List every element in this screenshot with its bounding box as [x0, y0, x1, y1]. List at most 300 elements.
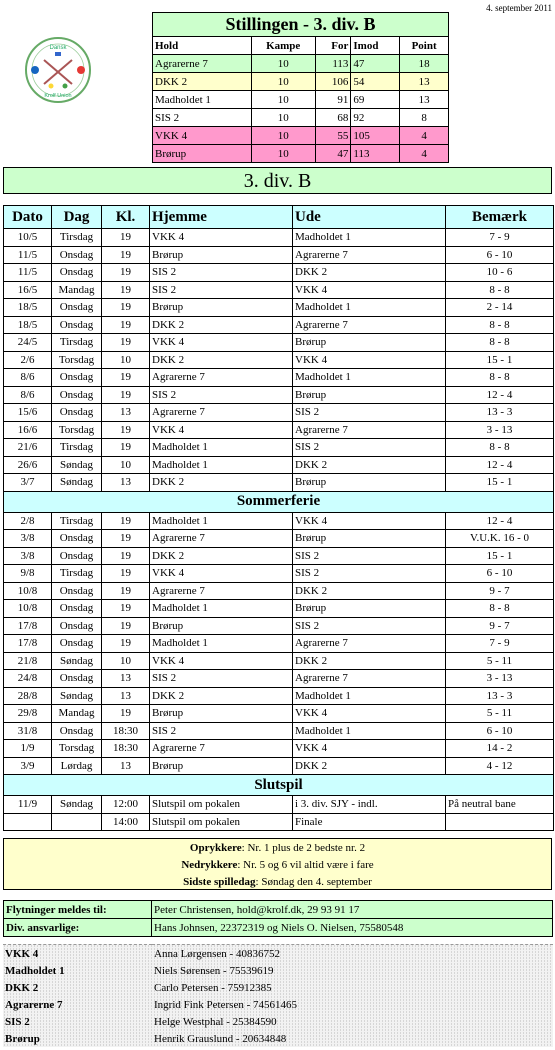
fixture-cell: Madholdet 1 — [293, 369, 446, 387]
fixture-cell: VKK 4 — [150, 334, 293, 352]
fixture-cell: 19 — [102, 334, 150, 352]
fixture-cell: Mandag — [52, 281, 102, 299]
fixture-cell: 7 - 9 — [446, 635, 554, 653]
fixture-cell: 5 - 11 — [446, 652, 554, 670]
fixture-cell: 3/8 — [4, 547, 52, 565]
standings-cell-for: 91 — [315, 91, 351, 109]
standings-cell-against: 113 — [351, 145, 400, 163]
fixture-cell: DKK 2 — [150, 316, 293, 334]
fixture-cell: Onsdag — [52, 264, 102, 282]
fixture-cell: 12 - 4 — [446, 512, 554, 530]
document-date: 4. september 2011 — [486, 3, 552, 13]
fixtures-col-header: Hjemme — [150, 206, 293, 229]
fixtures-col-header: Dato — [4, 206, 52, 229]
fixture-cell: 1/9 — [4, 740, 52, 758]
fixture-row — [4, 474, 554, 492]
standings-cell-against: 105 — [351, 127, 400, 145]
fixture-cell: Søndag — [52, 456, 102, 474]
standings-cell-team: Brørup — [153, 145, 252, 163]
fixture-cell: SIS 2 — [150, 281, 293, 299]
fixture-cell: Agrarerne 7 — [150, 369, 293, 387]
responsible-person: Carlo Petersen - 75912385 — [154, 981, 272, 994]
fixture-cell: 15 - 1 — [446, 351, 554, 369]
fixture-cell: 13 — [102, 404, 150, 422]
standings-cell-games: 10 — [251, 91, 315, 109]
fixture-cell: SIS 2 — [293, 617, 446, 635]
fixture-cell: V.U.K. 16 - 0 — [446, 530, 554, 548]
fixture-cell: Onsdag — [52, 316, 102, 334]
responsible-person: Helge Westphal - 25384590 — [154, 1015, 277, 1028]
fixture-cell: 8/6 — [4, 369, 52, 387]
standings-cell-points: 18 — [400, 55, 449, 73]
playoff-label: Slutspil — [4, 775, 554, 796]
responsible-row — [3, 1013, 553, 1030]
fixture-cell: 18:30 — [102, 740, 150, 758]
standings-cell-points: 4 — [400, 145, 449, 163]
fixture-cell: 19 — [102, 635, 150, 653]
fixture-cell: 13 - 3 — [446, 687, 554, 705]
fixture-row — [4, 582, 554, 600]
fixture-cell: 2/6 — [4, 351, 52, 369]
contact-row — [4, 901, 553, 919]
fixture-cell: 9 - 7 — [446, 582, 554, 600]
fixture-cell: VKK 4 — [293, 512, 446, 530]
fixture-cell: Onsdag — [52, 635, 102, 653]
fixture-cell: Torsdag — [52, 421, 102, 439]
fixture-cell: 21/8 — [4, 652, 52, 670]
fixture-cell: 3 - 13 — [446, 670, 554, 688]
fixtures-col-header: Bemærk — [446, 206, 554, 229]
fixture-cell: Tirsdag — [52, 565, 102, 583]
fixtures-col-header: Dag — [52, 206, 102, 229]
contact-label: Div. ansvarlige: — [4, 919, 152, 937]
standings-row — [153, 91, 449, 109]
fixture-cell: Madholdet 1 — [293, 299, 446, 317]
standings-row — [153, 109, 449, 127]
rules-box — [3, 838, 552, 890]
fixture-cell: 5 - 11 — [446, 705, 554, 723]
fixture-cell: Madholdet 1 — [293, 722, 446, 740]
fixture-cell: 13 — [102, 474, 150, 492]
fixture-cell: DKK 2 — [293, 652, 446, 670]
fixture-cell: Brørup — [150, 757, 293, 775]
fixture-cell: Brørup — [150, 299, 293, 317]
fixture-cell: 8 - 8 — [446, 439, 554, 457]
fixture-cell: 6 - 10 — [446, 565, 554, 583]
fixture-cell: VKK 4 — [293, 740, 446, 758]
fixture-cell: 18/5 — [4, 316, 52, 334]
fixture-cell: Madholdet 1 — [150, 456, 293, 474]
fixture-cell: 19 — [102, 281, 150, 299]
fixture-row — [4, 547, 554, 565]
fixture-cell: DKK 2 — [293, 582, 446, 600]
fixture-cell: 19 — [102, 582, 150, 600]
fixture-cell: Madholdet 1 — [150, 635, 293, 653]
fixture-cell: Onsdag — [52, 600, 102, 618]
standings-cell-games: 10 — [251, 145, 315, 163]
fixture-cell: Onsdag — [52, 404, 102, 422]
fixture-cell: 8 - 8 — [446, 369, 554, 387]
fixture-row — [4, 421, 554, 439]
fixture-cell: 3/9 — [4, 757, 52, 775]
standings-cell-games: 10 — [251, 73, 315, 91]
standings-cell-points: 4 — [400, 127, 449, 145]
rule-text: : Søndag den 4. september — [255, 876, 372, 888]
fixture-cell: SIS 2 — [150, 722, 293, 740]
fixture-cell: Brørup — [293, 530, 446, 548]
fixture-cell: 10 - 6 — [446, 264, 554, 282]
fixture-cell: Onsdag — [52, 299, 102, 317]
fixture-cell: VKK 4 — [293, 281, 446, 299]
fixture-cell: Brørup — [150, 246, 293, 264]
fixture-cell: Agrarerne 7 — [293, 421, 446, 439]
responsible-row — [3, 996, 553, 1013]
fixture-cell: Lørdag — [52, 757, 102, 775]
fixture-cell: Madholdet 1 — [293, 229, 446, 247]
standings-cell-points: 13 — [400, 91, 449, 109]
fixture-row — [4, 334, 554, 352]
standings-cell-for: 47 — [315, 145, 351, 163]
fixture-row — [4, 652, 554, 670]
fixture-cell: 8/6 — [4, 386, 52, 404]
standings-cell-points: 13 — [400, 73, 449, 91]
fixture-cell: 13 — [102, 687, 150, 705]
fixture-cell: 15 - 1 — [446, 547, 554, 565]
fixture-cell: i 3. div. SJY - indl. — [293, 796, 446, 814]
svg-text:Krolf Union: Krolf Union — [44, 93, 72, 99]
standings-cell-team: SIS 2 — [153, 109, 252, 127]
fixture-cell: 8 - 8 — [446, 316, 554, 334]
fixture-cell: Agrarerne 7 — [293, 246, 446, 264]
fixture-row — [4, 404, 554, 422]
fixture-cell: 24/8 — [4, 670, 52, 688]
fixture-cell: 19 — [102, 705, 150, 723]
fixtures-col-header: Ude — [293, 206, 446, 229]
rule-line — [4, 857, 551, 874]
fixture-cell: Onsdag — [52, 722, 102, 740]
fixture-cell: Madholdet 1 — [150, 512, 293, 530]
fixture-cell: Søndag — [52, 687, 102, 705]
fixture-cell: DKK 2 — [150, 687, 293, 705]
fixture-cell: 15/6 — [4, 404, 52, 422]
fixture-cell: 8 - 8 — [446, 600, 554, 618]
fixture-cell: 12 - 4 — [446, 456, 554, 474]
fixture-cell: 13 — [102, 670, 150, 688]
fixture-cell: 3/7 — [4, 474, 52, 492]
rule-line — [4, 840, 551, 857]
fixture-cell: 19 — [102, 530, 150, 548]
standings-cell-for: 106 — [315, 73, 351, 91]
responsible-team: VKK 4 — [5, 947, 39, 960]
standings-cell-against: 54 — [351, 73, 400, 91]
fixture-cell: DKK 2 — [293, 456, 446, 474]
fixture-cell: 3 - 13 — [446, 421, 554, 439]
fixture-cell: SIS 2 — [293, 439, 446, 457]
fixture-row — [4, 687, 554, 705]
fixture-cell: Madholdet 1 — [150, 439, 293, 457]
rule-text: : Nr. 1 plus de 2 bedste nr. 2 — [241, 842, 366, 854]
fixture-row — [4, 530, 554, 548]
fixture-cell: Brørup — [150, 617, 293, 635]
standings-cell-games: 10 — [251, 55, 315, 73]
fixture-cell: 19 — [102, 246, 150, 264]
fixture-cell: 14 - 2 — [446, 740, 554, 758]
standings-cell-points: 8 — [400, 109, 449, 127]
fixture-row — [4, 369, 554, 387]
contact-value: Hans Johnsen, 22372319 og Niels O. Nielsen, 75580548 — [152, 919, 553, 937]
contact-label: Flytninger meldes til: — [4, 901, 152, 919]
fixtures-header-row — [4, 206, 554, 229]
fixture-row — [4, 386, 554, 404]
fixture-cell: 29/8 — [4, 705, 52, 723]
fixture-cell: 19 — [102, 264, 150, 282]
standings-table — [152, 12, 449, 163]
responsible-team: SIS 2 — [5, 1015, 30, 1028]
fixture-cell: Tirsdag — [52, 512, 102, 530]
fixture-cell: 18/5 — [4, 299, 52, 317]
col-header-hold: Hold — [153, 37, 252, 55]
responsible-team: DKK 2 — [5, 981, 39, 994]
fixture-cell: 9/8 — [4, 565, 52, 583]
fixture-cell: 15 - 1 — [446, 474, 554, 492]
fixtures-table — [3, 205, 554, 831]
fixture-cell: Onsdag — [52, 547, 102, 565]
fixture-cell: Søndag — [52, 474, 102, 492]
fixture-cell: 19 — [102, 600, 150, 618]
fixture-cell: 18:30 — [102, 722, 150, 740]
fixture-cell: 19 — [102, 386, 150, 404]
fixture-cell: Onsdag — [52, 386, 102, 404]
fixture-cell: Madholdet 1 — [293, 687, 446, 705]
fixture-cell: 10/8 — [4, 600, 52, 618]
fixture-cell: DKK 2 — [293, 264, 446, 282]
fixture-row — [4, 600, 554, 618]
team-responsibles-table — [3, 944, 553, 1047]
fixture-cell: Agrarerne 7 — [150, 582, 293, 600]
fixture-cell — [446, 813, 554, 831]
standings-cell-for: 113 — [315, 55, 351, 73]
fixture-cell: Onsdag — [52, 617, 102, 635]
fixture-cell: 21/6 — [4, 439, 52, 457]
responsible-person: Henrik Grauslund - 20634848 — [154, 1032, 287, 1045]
fixture-cell: Onsdag — [52, 582, 102, 600]
rule-label: Nedrykkere — [181, 859, 238, 871]
fixture-cell: SIS 2 — [150, 670, 293, 688]
fixture-row — [4, 813, 554, 831]
fixture-cell: Brørup — [293, 600, 446, 618]
responsible-person: Niels Sørensen - 75539619 — [154, 964, 274, 977]
standings-cell-against: 92 — [351, 109, 400, 127]
fixture-cell: VKK 4 — [150, 421, 293, 439]
fixture-cell: Agrarerne 7 — [293, 316, 446, 334]
fixture-row — [4, 722, 554, 740]
fixture-cell: 6 - 10 — [446, 246, 554, 264]
fixture-cell: Agrarerne 7 — [150, 404, 293, 422]
standings-cell-against: 47 — [351, 55, 400, 73]
fixture-cell: 9 - 7 — [446, 617, 554, 635]
fixture-cell: Agrarerne 7 — [293, 635, 446, 653]
fixture-cell — [52, 813, 102, 831]
fixture-cell: 6 - 10 — [446, 722, 554, 740]
fixture-cell: 19 — [102, 512, 150, 530]
fixture-cell: DKK 2 — [293, 757, 446, 775]
fixture-cell — [4, 813, 52, 831]
rule-label: Oprykkere — [189, 842, 242, 854]
fixture-cell: 17/8 — [4, 617, 52, 635]
fixture-row — [4, 757, 554, 775]
fixture-cell: 11/5 — [4, 246, 52, 264]
division-title: 3. div. B — [3, 167, 552, 194]
col-header-kampe: Kampe — [251, 37, 315, 55]
responsible-person: Ingrid Fink Petersen - 74561465 — [154, 998, 297, 1011]
fixture-cell: Slutspil om pokalen — [150, 796, 293, 814]
fixture-cell: 7 - 9 — [446, 229, 554, 247]
col-header-point: Point — [400, 37, 449, 55]
fixture-row — [4, 439, 554, 457]
fixture-cell: 13 - 3 — [446, 404, 554, 422]
fixture-cell: Onsdag — [52, 530, 102, 548]
fixture-cell: Agrarerne 7 — [150, 530, 293, 548]
fixture-cell: 16/5 — [4, 281, 52, 299]
fixture-row — [4, 456, 554, 474]
fixture-row — [4, 740, 554, 758]
fixture-row — [4, 565, 554, 583]
fixture-cell: Onsdag — [52, 369, 102, 387]
fixture-cell: Tirsdag — [52, 229, 102, 247]
contact-value: Peter Christensen, hold@krolf.dk, 29 93 91 17 — [152, 901, 553, 919]
fixture-row — [4, 229, 554, 247]
responsible-team: Madholdet 1 — [5, 964, 65, 977]
fixture-cell: Søndag — [52, 796, 102, 814]
fixture-cell: SIS 2 — [293, 565, 446, 583]
fixture-cell: 8 - 8 — [446, 281, 554, 299]
fixture-row — [4, 705, 554, 723]
fixture-cell: Agrarerne 7 — [293, 670, 446, 688]
fixture-cell: 28/8 — [4, 687, 52, 705]
fixture-cell: 4 - 12 — [446, 757, 554, 775]
fixture-cell: Brørup — [293, 386, 446, 404]
standings-cell-team: DKK 2 — [153, 73, 252, 91]
responsible-row — [3, 945, 553, 963]
fixture-cell: VKK 4 — [293, 705, 446, 723]
fixture-cell: Agrarerne 7 — [150, 740, 293, 758]
summer-break-label: Sommerferie — [4, 491, 554, 512]
fixture-cell: 2/8 — [4, 512, 52, 530]
fixture-row — [4, 316, 554, 334]
fixture-cell: 31/8 — [4, 722, 52, 740]
fixture-cell: 19 — [102, 617, 150, 635]
fixture-cell: SIS 2 — [293, 404, 446, 422]
fixture-cell: Slutspil om pokalen — [150, 813, 293, 831]
fixture-cell: 10/8 — [4, 582, 52, 600]
responsible-row — [3, 979, 553, 996]
fixture-cell: 19 — [102, 369, 150, 387]
standings-cell-for: 68 — [315, 109, 351, 127]
col-header-imod: Imod — [351, 37, 400, 55]
fixture-cell: 13 — [102, 757, 150, 775]
fixture-cell: Finale — [293, 813, 446, 831]
fixture-cell: SIS 2 — [150, 386, 293, 404]
standings-row — [153, 145, 449, 163]
fixture-cell: 10/5 — [4, 229, 52, 247]
standings-cell-team: Agrarerne 7 — [153, 55, 252, 73]
fixture-cell: 3/8 — [4, 530, 52, 548]
standings-row — [153, 127, 449, 145]
rule-text: : Nr. 5 og 6 vil altid være i fare — [237, 859, 374, 871]
fixture-row — [4, 670, 554, 688]
fixture-cell: 19 — [102, 299, 150, 317]
fixture-cell: 10 — [102, 652, 150, 670]
fixture-row — [4, 281, 554, 299]
fixture-cell: VKK 4 — [293, 351, 446, 369]
fixture-cell: Mandag — [52, 705, 102, 723]
standings-cell-team: VKK 4 — [153, 127, 252, 145]
fixture-cell: Tirsdag — [52, 439, 102, 457]
fixture-cell: Onsdag — [52, 246, 102, 264]
standings-cell-team: Madholdet 1 — [153, 91, 252, 109]
fixture-cell: 19 — [102, 547, 150, 565]
fixture-cell: 16/6 — [4, 421, 52, 439]
responsible-team: Agrarerne 7 — [5, 998, 63, 1011]
fixture-row — [4, 617, 554, 635]
standings-row — [153, 73, 449, 91]
fixture-cell: SIS 2 — [150, 264, 293, 282]
standings-cell-for: 55 — [315, 127, 351, 145]
standings-cell-games: 10 — [251, 109, 315, 127]
fixture-cell: Brørup — [293, 334, 446, 352]
fixture-cell: 10 — [102, 351, 150, 369]
standings-title: Stillingen - 3. div. B — [153, 13, 449, 37]
fixture-cell: 19 — [102, 229, 150, 247]
fixture-cell: 17/8 — [4, 635, 52, 653]
fixture-cell: 12:00 — [102, 796, 150, 814]
fixture-cell: 12 - 4 — [446, 386, 554, 404]
fixture-cell: SIS 2 — [293, 547, 446, 565]
fixture-cell: 19 — [102, 565, 150, 583]
summer-break-row — [4, 491, 554, 512]
responsible-person: Anna Lørgensen - 40836752 — [154, 947, 280, 960]
fixtures-col-header: Kl. — [102, 206, 150, 229]
fixture-cell: Onsdag — [52, 670, 102, 688]
fixture-cell: Brørup — [150, 705, 293, 723]
fixture-cell: På neutral bane — [446, 796, 554, 814]
fixture-cell: 8 - 8 — [446, 334, 554, 352]
fixture-cell: VKK 4 — [150, 652, 293, 670]
fixture-cell: DKK 2 — [150, 547, 293, 565]
fixture-row — [4, 299, 554, 317]
rule-label: Sidste spilledag — [183, 876, 256, 888]
fixture-cell: 19 — [102, 439, 150, 457]
fixture-cell: Søndag — [52, 652, 102, 670]
fixture-cell: 11/5 — [4, 264, 52, 282]
standings-cell-against: 69 — [351, 91, 400, 109]
fixture-cell: 19 — [102, 421, 150, 439]
rule-line — [4, 874, 551, 891]
playoff-row — [4, 775, 554, 796]
responsible-team: Brørup — [5, 1032, 40, 1045]
standings-row — [153, 55, 449, 73]
fixture-row — [4, 264, 554, 282]
fixture-cell: 14:00 — [102, 813, 150, 831]
fixture-cell: Brørup — [293, 474, 446, 492]
fixture-cell: 11/9 — [4, 796, 52, 814]
responsible-row — [3, 962, 553, 979]
col-header-for: For — [315, 37, 351, 55]
fixture-row — [4, 635, 554, 653]
fixture-row — [4, 512, 554, 530]
responsible-row — [3, 1030, 553, 1047]
krolf-union-logo — [24, 36, 92, 104]
